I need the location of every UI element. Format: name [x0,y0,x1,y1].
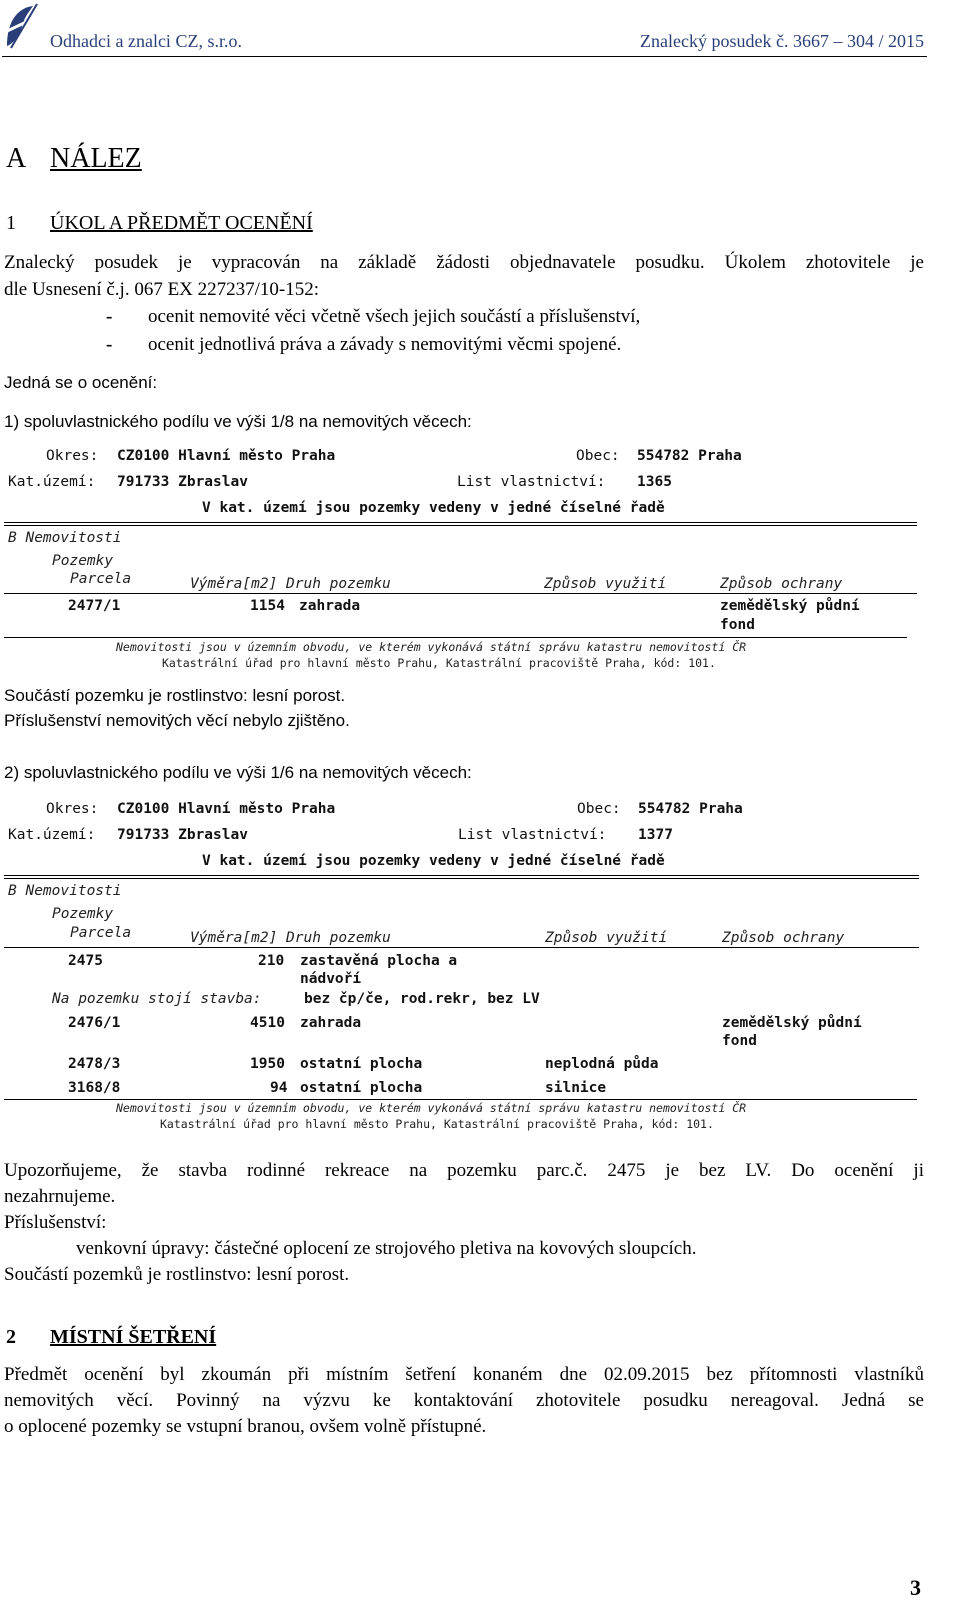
header-rule [2,56,927,57]
prislusenstvi-text: Příslušenství nemovitých věcí nebylo zjištěno. [4,711,350,730]
cell-parcela: 2477/1 [68,598,121,614]
lv-rule [4,878,919,879]
cell-vymera: 1154 [250,598,285,614]
s2-line2: nemovitých věcí. Povinný na výzvu ke kontaktování zhotovitele posudku nereagoval. Jedná se [4,1390,924,1411]
prislusenstvi-label: Příslušenství: [4,1212,107,1233]
ku-value: 791733 Zbraslav [117,827,248,843]
page-number: 3 [910,1575,921,1600]
s2-number: 2 [6,1326,16,1348]
upozornujeme-line1: Upozorňujeme, že stavba rodinné rekreace na pozemku parc.č. 2475 je bez LV. Do ocenění ji [4,1160,924,1181]
cell-parcela: 3168/8 [68,1080,121,1096]
lv-rule [4,525,917,526]
cell-druh: nádvoří [300,971,362,987]
col-zpusob-vyuziti: Způsob využití [545,930,668,946]
obec-value: 554782 Praha [637,448,742,464]
s1-paragraph-line1: Znalecký posudek je vypracován na základě žádosti objednavatele posudku. Úkolem zhotovitele je [4,252,924,273]
col-parcela: Parcela [70,925,132,941]
cell-ochrana: fond [722,1033,757,1049]
cell-parcela: 2476/1 [68,1015,121,1031]
cell-parcela: 2475 [68,953,103,969]
venkovni-upravy: venkovní úpravy: částečné oplocení ze strojového pletiva na kovových sloupcích. [76,1238,697,1259]
cell-druh: zahrada [300,1015,362,1031]
ku-label: Kat.území: [8,827,96,843]
cell-vymera: 1950 [250,1056,285,1072]
header-report-number: Znalecký posudek č. 3667 – 304 / 2015 [640,31,924,51]
lv-value: 1377 [638,827,673,843]
jedna-se-label: Jedná se o ocenění: [4,373,158,392]
lv-footnote: Katastrální úřad pro hlavní město Prahu, Katastrální pracoviště Praha, kód: 101. [162,656,716,670]
col-vymera-druh: Výměra[m2] Druh pozemku [190,930,391,946]
item1-text: 1) spoluvlastnického podílu ve výši 1/8 na nemovitých věcech: [4,412,472,431]
lv-value: 1365 [637,474,672,490]
s1-number: 1 [6,212,16,234]
soucasti-text: Součástí pozemku je rostlinstvo: lesní porost. [4,686,346,705]
company-logo [3,2,41,50]
lv-rule [4,593,917,594]
col-zpusob-ochrany: Způsob ochrany [720,576,843,592]
s2-line1: Předmět ocenění byl zkoumán při místním šetření konaném dne 02.09.2015 bez přítomnosti vlastníků [4,1364,924,1385]
col-zpusob-vyuziti: Způsob využití [544,576,667,592]
lv-rule [4,875,919,876]
soucasti-pozemku: Součástí pozemků je rostlinstvo: lesní porost. [4,1264,350,1285]
cell-ochrana: zemědělský půdní [720,598,860,614]
lv-rule [4,947,919,948]
bullet-item: ocenit nemovité věci včetně všech jejich součástí a příslušenství, [148,306,641,327]
pozemky-label: Pozemky [52,553,114,569]
okres-value: CZ0100 Hlavní město Praha [117,448,336,464]
bullet-mark: - [106,306,113,327]
obec-label: Obec: [577,801,621,817]
upozornujeme-line2: nezahrnujeme. [4,1186,116,1207]
lv-rule [4,1099,917,1100]
cell-vymera: 4510 [250,1015,285,1031]
cell-druh: ostatní plocha [300,1056,423,1072]
section-b-label: B Nemovitosti [8,530,122,546]
bullet-item: ocenit jednotlivá práva a závady s nemovitými věcmi spojené. [148,334,622,355]
section-letter: A [6,143,27,174]
lv-rule [4,522,917,523]
obec-label: Obec: [576,448,620,464]
ku-value: 791733 Zbraslav [117,474,248,490]
okres-value: CZ0100 Hlavní město Praha [117,801,336,817]
obec-value: 554782 Praha [638,801,743,817]
cell-vymera: 94 [270,1080,288,1096]
cell-druh: zahrada [299,598,361,614]
lv-footnote: Nemovitosti jsou v územním obvodu, ve kterém vykonává státní správu katastru nemovitostí ČR [116,1101,747,1115]
okres-label: Okres: [46,448,99,464]
cell-parcela: 2478/3 [68,1056,121,1072]
s1-paragraph-line2: dle Usnesení č.j. 067 EX 227237/10-152: [4,279,320,300]
header-company: Odhadci a znalci CZ, s.r.o. [50,31,242,51]
section-title: NÁLEZ [50,143,142,174]
lv-note: V kat. území jsou pozemky vedeny v jedné číselné řadě [202,500,665,516]
lv-footnote: Nemovitosti jsou v územním obvodu, ve kterém vykonává státní správu katastru nemovitostí ČR [116,640,747,654]
cell-vymera: 210 [258,953,285,969]
stavba-label: Na pozemku stojí stavba: [52,991,262,1007]
col-parcela: Parcela [70,571,132,587]
cell-vyuziti: neplodná půda [545,1056,659,1072]
ku-label: Kat.území: [8,474,96,490]
lv-label: List vlastnictví: [457,474,606,490]
stavba-value: bez čp/če, rod.rekr, bez LV [304,991,540,1007]
section-b-label: B Nemovitosti [8,883,122,899]
s2-line3: o oplocené pozemky se vstupní branou, ovšem volně přístupné. [4,1416,487,1437]
cell-ochrana: zemědělský půdní [722,1015,862,1031]
cell-druh: ostatní plocha [300,1080,423,1096]
lv-label: List vlastnictví: [458,827,607,843]
s1-title: ÚKOL A PŘEDMĚT OCENĚNÍ [50,212,313,234]
lv-rule [4,637,907,638]
item2-text: 2) spoluvlastnického podílu ve výši 1/6 na nemovitých věcech: [4,763,472,782]
cell-ochrana: fond [720,617,755,633]
lv-note: V kat. území jsou pozemky vedeny v jedné číselné řadě [202,853,665,869]
okres-label: Okres: [46,801,99,817]
col-vymera-druh: Výměra[m2] Druh pozemku [190,576,391,592]
col-zpusob-ochrany: Způsob ochrany [722,930,845,946]
pozemky-label: Pozemky [52,906,114,922]
lv-footnote: Katastrální úřad pro hlavní město Prahu, Katastrální pracoviště Praha, kód: 101. [160,1117,714,1131]
cell-druh: zastavěná plocha a [300,953,458,969]
bullet-mark: - [106,334,113,355]
cell-vyuziti: silnice [545,1080,607,1096]
s2-title: MÍSTNÍ ŠETŘENÍ [50,1326,217,1348]
